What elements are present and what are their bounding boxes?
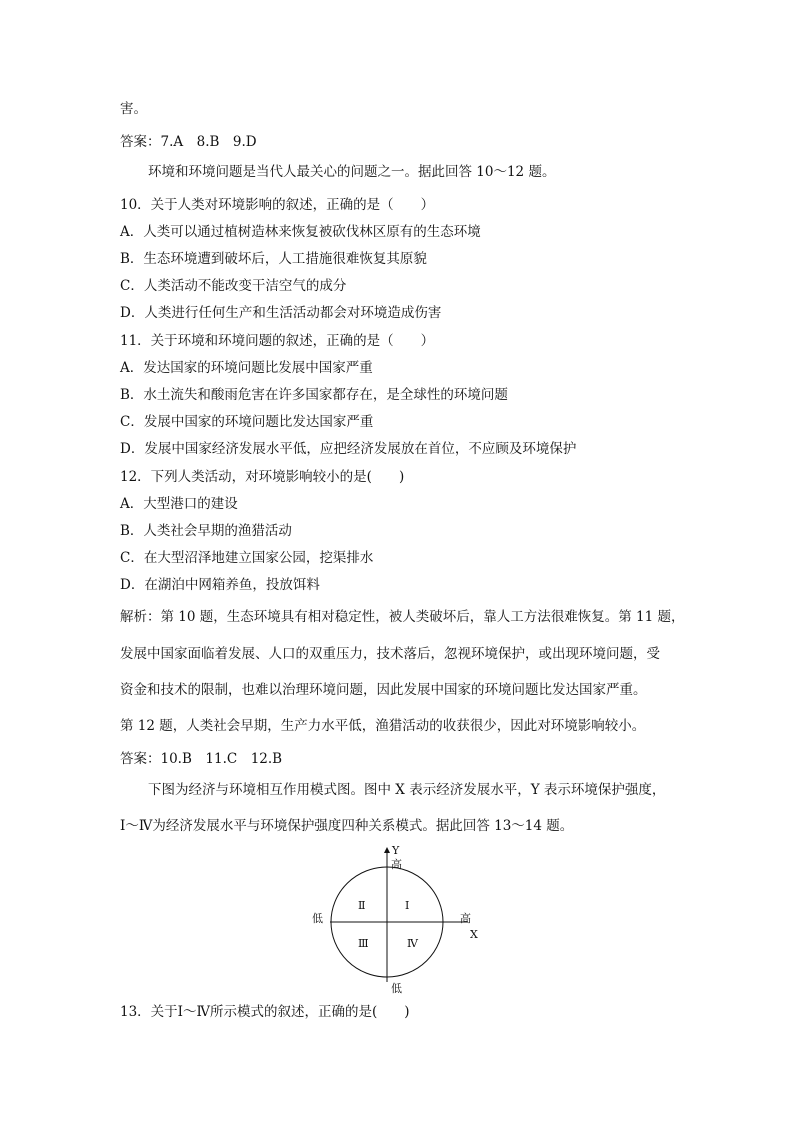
analysis-line-4: 第 12 题，人类社会早期，生产力水平低，渔猎活动的收获很少，因此对环境影响较小。 [120, 718, 646, 734]
q11-option-d: D．发展中国家经济发展水平低，应把经济发展放在首位，不应顾及环境保护 [120, 441, 577, 457]
analysis-line-1: 解析：第 10 题，生态环境具有相对稳定性，被人类破坏后，靠人工方法很难恢复。第 11 题， [120, 609, 685, 625]
answer-10-12: 答案：10.B 11.C 12.B [120, 751, 283, 767]
q12-option-a: A．大型港口的建设 [120, 496, 238, 512]
quadrant-4-label: Ⅳ [407, 937, 418, 950]
intro-13-14-line-1: 下图为经济与环境相互作用模式图。图中 X 表示经济发展水平，Y 表示环境保护强度， [148, 782, 666, 798]
question-13: 13．关于Ⅰ～Ⅳ所示模式的叙述，正确的是( ) [120, 1004, 410, 1020]
quadrant-1-label: Ⅰ [405, 899, 410, 912]
q10-option-b: B．生态环境遭到破坏后，人工措施很难恢复其原貌 [120, 251, 427, 267]
economy-environment-diagram [300, 842, 500, 1002]
q11-option-c: C．发展中国家的环境问题比发达国家严重 [120, 414, 374, 430]
quadrant-2-label: Ⅱ [358, 899, 366, 912]
q10-option-a: A．人类可以通过植树造林来恢复被砍伐林区原有的生态环境 [120, 224, 481, 240]
q11-option-a: A．发达国家的环境问题比发展中国家严重 [120, 360, 373, 376]
quadrant-3-label: Ⅲ [358, 937, 369, 950]
q10-option-c: C．人类活动不能改变干洁空气的成分 [120, 278, 347, 294]
x-axis-label: X [470, 928, 478, 941]
q10-option-d: D．人类进行任何生产和生活活动都会对环境造成伤害 [120, 305, 442, 321]
analysis-line-2: 发展中国家面临着发展、人口的双重压力，技术落后，忽视环境保护，或出现环境问题，受 [120, 646, 660, 662]
y-high-label: 高 [391, 858, 402, 871]
text-line-fragment: 害。 [120, 101, 147, 117]
q11-option-b: B．水土流失和酸雨危害在许多国家都存在，是全球性的环境问题 [120, 387, 508, 403]
q12-option-c: C．在大型沼泽地建立国家公园，挖渠排水 [120, 550, 374, 566]
intro-10-12: 环境和环境问题是当代人最关心的问题之一。据此回答 10～12 题。 [148, 164, 556, 180]
analysis-line-3: 资金和技术的限制，也难以治理环境问题，因此发展中国家的环境问题比发达国家严重。 [120, 682, 647, 698]
intro-13-14-line-2: Ⅰ～Ⅳ为经济发展水平与环境保护强度四种关系模式。据此回答 13～14 题。 [120, 818, 574, 834]
question-11: 11．关于环境和环境问题的叙述，正确的是（ ） [120, 333, 435, 349]
question-10: 10．关于人类对环境影响的叙述，正确的是（ ） [120, 197, 435, 213]
x-low-label: 低 [312, 912, 323, 925]
question-12: 12．下列人类活动，对环境影响较小的是( ) [120, 469, 405, 485]
y-axis-label: Y [392, 844, 400, 857]
answer-7-9: 答案：7.A 8.B 9.D [120, 134, 257, 150]
q12-option-b: B．人类社会早期的渔猎活动 [120, 523, 292, 539]
y-low-label: 低 [391, 982, 402, 995]
x-high-label: 高 [460, 912, 471, 925]
q12-option-d: D．在湖泊中网箱养鱼，投放饵料 [120, 577, 320, 593]
